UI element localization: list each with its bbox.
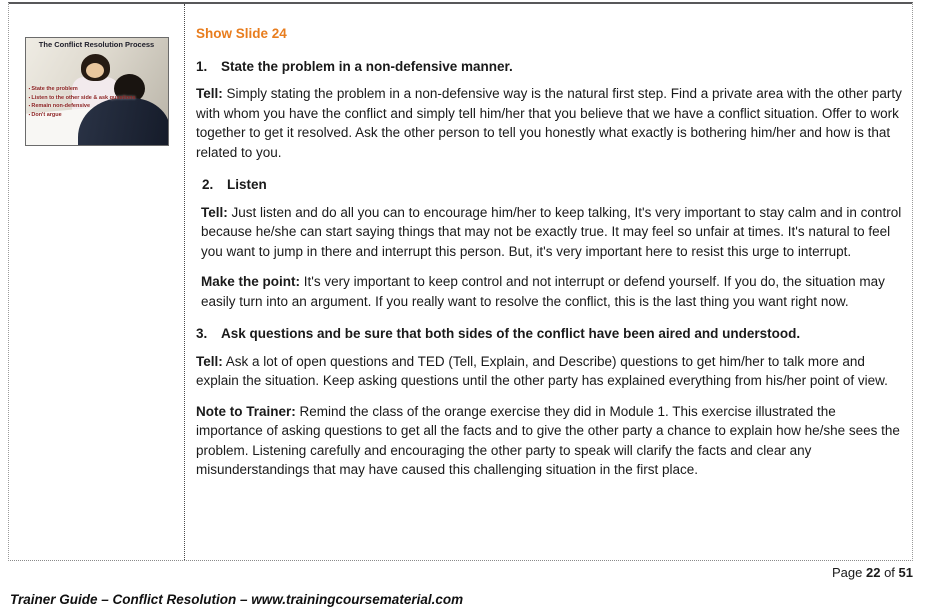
page-number: [832, 565, 913, 581]
tell-paragraph-3: [196, 352, 902, 391]
paragraph-text: Ask a lot of open questions and TED (Tell, Explain, and Describe) questions to get him/her to talk more and explain the situation. Keep asking questions until the other party has explained everything from his/her point of view.: [196, 353, 888, 388]
page-total: 51: [898, 565, 913, 580]
paragraph-text: It's very important to keep control and not interrupt or defend yourself. If you do, the situation may easily turn into an argument. If you really want to resolve the conflict, this is the last thing you want right now.: [201, 274, 885, 309]
paragraph-lead: Tell:: [196, 86, 223, 101]
document-footer-text: Trainer Guide – Conflict Resolution – www.trainingcoursematerial.com: [10, 592, 464, 607]
slide-title: The Conflict Resolution Process: [38, 40, 155, 49]
step-number: 1.: [196, 58, 208, 74]
paragraph-lead: Tell:: [196, 353, 223, 369]
note-to-trainer-paragraph: [196, 402, 902, 480]
tell-paragraph-1: [196, 84, 902, 162]
paragraph-lead: Note to Trainer:: [196, 403, 296, 419]
slide-bullet: ▪ Remain non-defensive: [29, 102, 136, 111]
paragraph-text: Simply stating the problem in a non-defensive way is the natural first step. Find a private area with the other party with whom you have the conflict and simply tell him/her that you believe that we have a conflict situation. Offer to work together to get it resolved. Ask the other person to tell you honestly what exactly is bothering him/her and how is that related to you.: [196, 86, 902, 160]
step-number: 3.: [196, 326, 208, 341]
page-of-label: of: [884, 565, 895, 580]
paragraph-text: Remind the class of the orange exercise they did in Module 1. This exercise illustrated the importance of asking questions to get all the facts and to give the other party a chance to explain how he/she sees the problem. Listening carefully and encouraging the other party to speak will clarify the facts and clear any misunderstandings that may have caused this challenging situation in the first place.: [196, 403, 900, 477]
page-label: Page: [831, 565, 863, 580]
slide-bullet: ▪ Listen to the other side & ask questions: [29, 94, 136, 103]
step-title: State the problem in a non-defensive manner.: [221, 58, 513, 74]
step-heading-1: [196, 57, 902, 77]
content-column: [185, 4, 912, 560]
step-number: 2.: [202, 177, 214, 192]
paragraph-text: Just listen and do all you can to encourage him/her to keep talking, It's very important to stay calm and in control because he/she can start saying things that may not be exactly true. It may feel so unfair at times. It's natural to feel you want to jump in there and interrupt this person. But, it's very important here to resist this urge to interrupt.: [201, 204, 902, 259]
slide-bullet: ▪ Don't argue: [29, 111, 136, 120]
step-title: Listen: [227, 177, 267, 192]
slide-bullet: ▪ State the problem: [29, 85, 136, 94]
slide-column: [9, 4, 185, 560]
paragraph-lead: Tell:: [201, 204, 228, 220]
slide-thumbnail: [25, 37, 169, 146]
page-current: 22: [865, 565, 881, 580]
make-the-point-paragraph: [201, 272, 902, 311]
show-slide-label: Show Slide 24: [196, 26, 287, 41]
step-heading-3: [196, 324, 902, 344]
photo-woman-face: [86, 63, 104, 78]
slide-bullet-list: [29, 85, 136, 119]
trainer-guide-table: [8, 2, 913, 561]
paragraph-lead: Make the point:: [201, 274, 301, 289]
tell-paragraph-2: [201, 203, 902, 262]
step-heading-2: [202, 175, 902, 195]
step-title: Ask questions and be sure that both sides of the conflict have been aired and understood.: [221, 326, 801, 341]
